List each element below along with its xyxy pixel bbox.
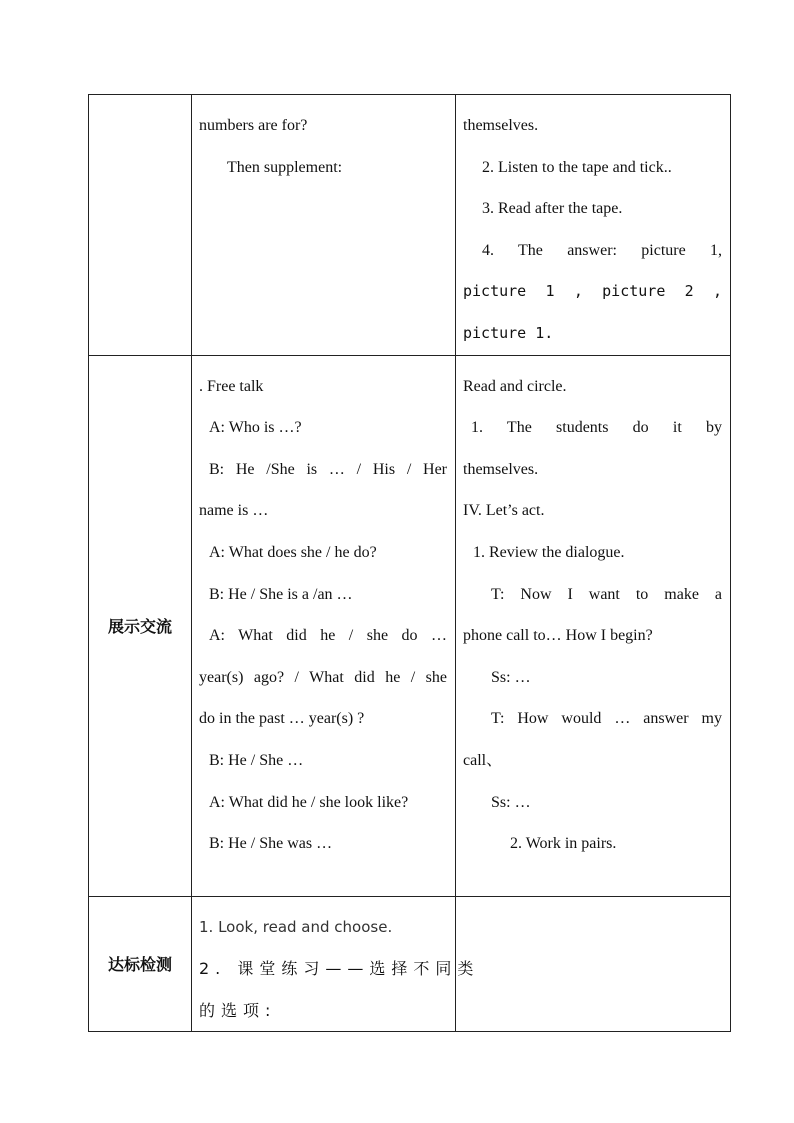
- text-line: . Free talk: [199, 377, 264, 395]
- text-line: year(s) ago? / What did he / she: [199, 668, 447, 686]
- student-activity-cell-empty: [456, 896, 731, 1032]
- table-row: [89, 355, 731, 896]
- text-line: Ss: …: [491, 793, 531, 811]
- text-line: themselves.: [463, 117, 539, 134]
- text-line: name is …: [199, 502, 269, 520]
- text-line: call、: [463, 751, 503, 769]
- text-line: numbers are for?: [199, 117, 308, 134]
- row-label-empty: [89, 95, 192, 356]
- text-line: themselves.: [463, 460, 539, 478]
- text-line: A: What did he / she do …: [209, 627, 447, 645]
- row-label-display-exchange: 展示交流: [89, 355, 192, 896]
- text-line: picture 1.: [463, 323, 554, 342]
- text-line: 4. The answer: picture 1,: [482, 241, 722, 259]
- text-line: 的选项:: [199, 1000, 277, 1020]
- text-line: A: What does she / he do?: [209, 543, 377, 561]
- student-activity-cell: [456, 355, 731, 896]
- text-line: 2. 课堂练习——选择不同类: [199, 959, 480, 979]
- text-line: phone call to… How I begin?: [463, 627, 653, 645]
- teacher-activity-cell: [192, 355, 456, 896]
- text-line: 1. The students do it by: [471, 419, 722, 437]
- row-label-assessment: 达标检测: [89, 896, 192, 1032]
- text-line: T: How would … answer my: [491, 710, 722, 728]
- text-line: B: He / She is a /an …: [209, 585, 353, 603]
- table-row: [89, 95, 731, 356]
- text-line: B: He / She was …: [209, 835, 333, 853]
- text-line: T: Now I want to make a: [491, 585, 722, 603]
- text-line: 1. Review the dialogue.: [473, 543, 625, 561]
- text-line: B: He /She is … / His / Her: [209, 460, 447, 478]
- text-line: do in the past … year(s) ?: [199, 710, 365, 728]
- text-line: 1. Look, read and choose.: [199, 917, 393, 936]
- text-line: IV. Let’s act.: [463, 502, 545, 520]
- text-line: picture 1 , picture 2 ,: [463, 282, 722, 301]
- text-line: Then supplement:: [227, 158, 343, 176]
- table-row: [89, 896, 731, 1032]
- teacher-activity-cell: [192, 896, 480, 1032]
- student-activity-cell: [456, 95, 731, 356]
- text-line: Read and circle.: [463, 377, 567, 395]
- text-line: A: Who is …?: [209, 419, 302, 437]
- text-line: A: What did he / she look like?: [209, 793, 409, 811]
- text-line: Ss: …: [491, 668, 531, 686]
- teacher-activity-cell: [192, 95, 456, 356]
- text-line: 2. Listen to the tape and tick..: [482, 158, 672, 176]
- text-line: 2. Work in pairs.: [510, 835, 617, 853]
- text-line: 3. Read after the tape.: [482, 200, 623, 218]
- text-line: B: He / She …: [209, 751, 304, 769]
- lesson-plan-table: [88, 94, 731, 1032]
